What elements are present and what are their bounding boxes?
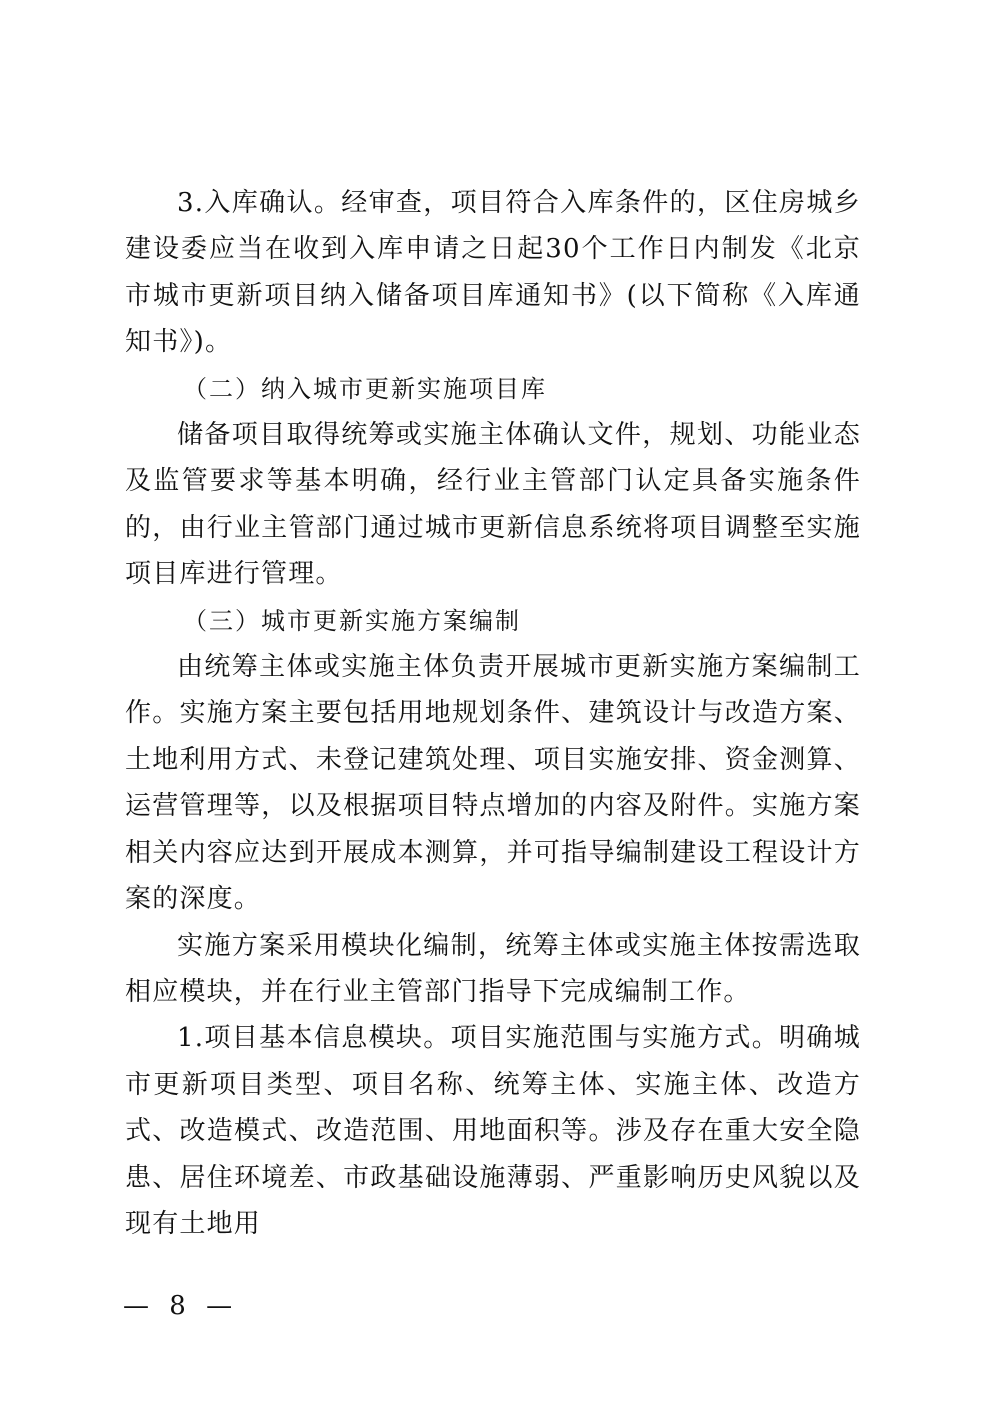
paragraph-modular-preparation: 实施方案采用模块化编制，统筹主体或实施主体按需选取相应模块，并在行业主管部门指导下完成编制工作。 xyxy=(125,930,861,1007)
paragraph-plan-preparation: 由统筹主体或实施主体负责开展城市更新实施方案编制工作。实施方案主要包括用地规划条件、建筑设计与改造方案、土地利用方式、未登记建筑处理、项目实施安排、资金测算、运营管理等，以及根据项目特点增加的内容及附件。实施方案相关内容应达到开展成本测算，并可指导编制建设工程设计方案的深度。 xyxy=(125,652,861,915)
paragraph-basic-info-module: 1.项目基本信息模块。项目实施范围与实施方式。明确城市更新项目类型、项目名称、统筹主体、实施主体、改造方式、改造模式、改造范围、用地面积等。涉及存在重大安全隐患、居住环境差、市政基础设施薄弱、严重影响历史风貌以及现有土地用 xyxy=(125,1023,861,1239)
section-heading-implementation-plan: （三）城市更新实施方案编制 xyxy=(183,606,521,635)
section-heading-implementation-library: （二）纳入城市更新实施项目库 xyxy=(183,374,547,403)
document-body xyxy=(125,180,861,1247)
paragraph-intake-confirmation: 3.入库确认。经审查，项目符合入库条件的，区住房城乡建设委应当在收到入库申请之日起30个工作日内制发《北京市城市更新项目纳入储备项目库通知书》(以下简称《入库通知书》)。 xyxy=(125,188,861,358)
paragraph-implementation-library: 储备项目取得统筹或实施主体确认文件，规划、功能业态及监管要求等基本明确，经行业主管部门认定具备实施条件的，由行业主管部门通过城市更新信息系统将项目调整至实施项目库进行管理。 xyxy=(125,420,861,590)
page-number: — 8 — xyxy=(123,1291,239,1321)
